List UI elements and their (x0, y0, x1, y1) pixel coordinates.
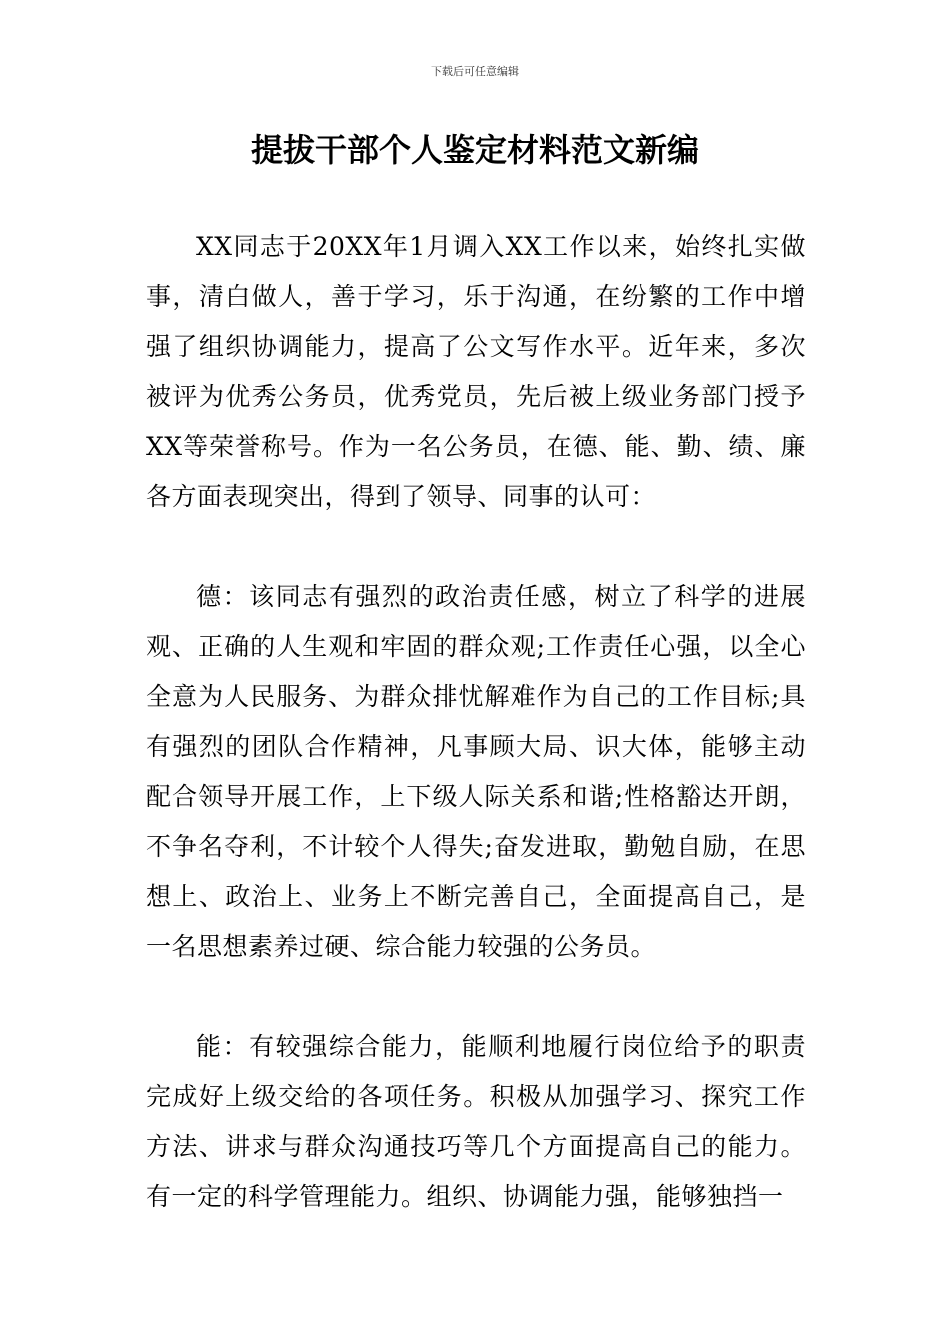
paragraph-morality: 德：该同志有强烈的政治责任感，树立了科学的进展观、正确的人生观和牢固的群众观;工作责任心强，以全心全意为人民服务、为群众排忧解难作为自己的工作目标;具有强烈的团队合作精神，凡事顾大局、识大体，能够主动配合领导开展工作，上下级人际关系和谐;性格豁达开朗，不争名夺利，不计较个人得失;奋发进取，勤勉自励，在思想上、政治上、业务上不断完善自己，全面提高自己，是一名思想素养过硬、综合能力较强的公务员。 (146, 582, 806, 961)
paragraph-intro: XX同志于20XX年1月调入XX工作以来，始终扎实做事，清白做人，善于学习，乐于沟通，在纷繁的工作中增强了组织协调能力，提高了公文写作水平。近年来，多次被评为优秀公务员，优秀党员，先后被上级业务部门授予XX等荣誉称号。作为一名公务员，在德、能、勤、绩、廉各方面表现突出，得到了领导、同事的认可： (146, 232, 806, 511)
document-body (146, 222, 806, 1222)
page-header-note: 下载后可任意编辑 (431, 65, 519, 78)
document-title: 提拔干部个人鉴定材料范文新编 (250, 131, 699, 169)
paragraph-spacer (146, 522, 806, 572)
paragraph-spacer (146, 972, 806, 1022)
paragraph-ability: 能：有较强综合能力，能顺利地履行岗位给予的职责完成好上级交给的各项任务。积极从加强学习、探究工作方法、讲求与群众沟通技巧等几个方面提高自己的能力。有一定的科学管理能力。组织、协调能力强，能够独挡一 (146, 1032, 806, 1211)
